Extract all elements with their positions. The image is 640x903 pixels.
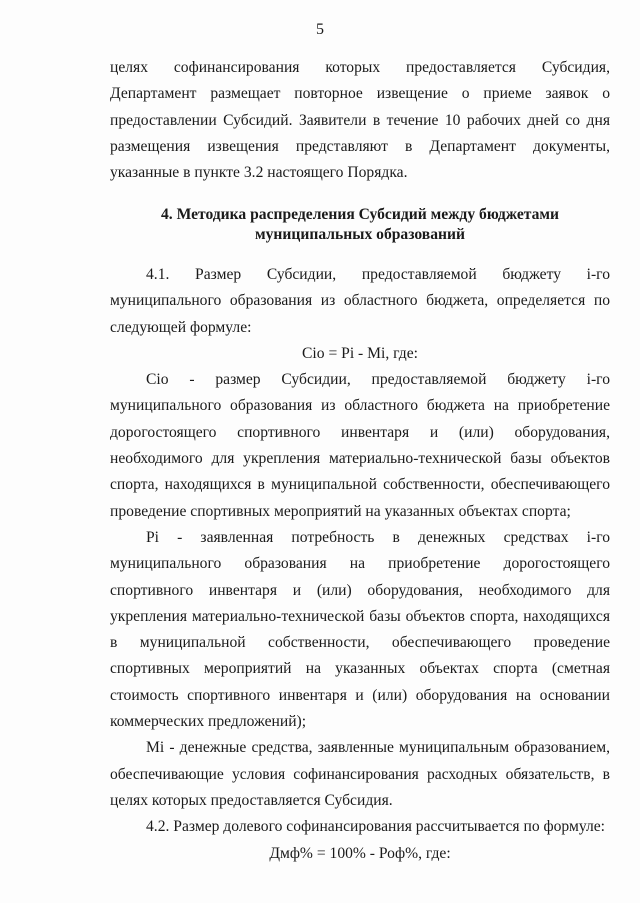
paragraph-4-2: 4.2. Размер долевого софинансирования рассчитывается по формуле: [146,818,606,836]
section-4-heading [110,205,610,245]
formula-dmf: Дмф% = 100% - Роф%, где: [269,844,451,862]
section-4-body [110,262,610,867]
definition-cio: Сio - размер Субсидии, предоставляемой бюджету i-го муниципального образования из областного бюджета на приобретение дорогостоящего спортивного инвентаря и (или) оборудования, необходимого для укрепления материально-технической базы объектов спорта, находящихся в муниципальной собственности, обеспечивающего проведение спортивных мероприятий на указанных объектах спорта; [110,371,610,520]
definition-mi: Mi - денежные средства, заявленные муниципальным образованием, обеспечивающие условия софинансирования расходных обязательств, в целях которых предоставляется Субсидия. [110,739,610,809]
paragraph-4-1: 4.1. Размер Субсидии, предоставляемой бюджету i-го муниципального образования из областного бюджета, определяется по следующей формуле: [110,266,610,336]
intro-paragraph: целях софинансирования которых предоставляется Субсидия, Департамент размещает повторное извещение о приеме заявок о предоставлении Субсидий. Заявители в течение 10 рабочих дней со дня размещения извещения представляют в Департамент документы, указанные в пункте 3.2 настоящего Порядка. [110,59,610,182]
page-number: 5 [316,21,324,38]
section-4-heading-line-2: муниципальных образований [255,226,465,243]
section-4-heading-line-1: 4. Методика распределения Субсидий между бюджетами [160,206,560,223]
intro-block [110,55,610,186]
formula-cio: Сio = Pi - Mi, где: [302,344,418,362]
definition-pi: Pi - заявленная потребность в денежных средствах i-го муниципального образования на приобретение дорогостоящего спортивного инвентаря и (или) оборудования, необходимого для укрепления материально-технической базы объектов спорта, находящихся в муниципальной собственности, обеспечивающего проведение спортивных мероприятий на указанных объектах спорта (сметная стоимость спортивного инвентаря и (или) оборудования на основании коммерческих предложений); [110,528,610,731]
